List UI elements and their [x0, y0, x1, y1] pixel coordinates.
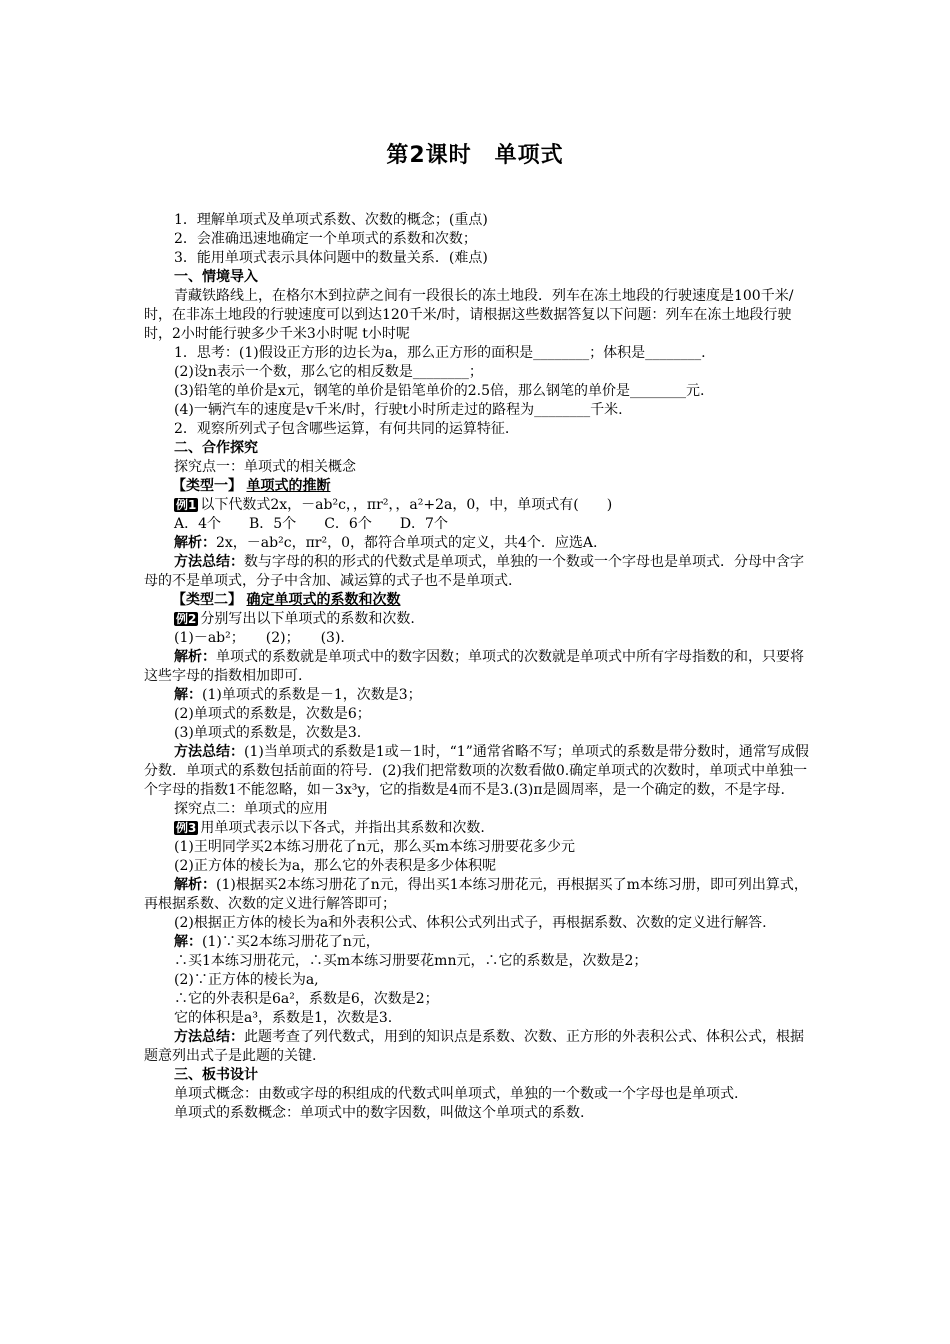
question-1: 1．思考：(1)假设正方形的边长为a，那么正方形的面积是________；体积是________.: [174, 345, 706, 361]
type-1-tag: 【类型一】: [172, 478, 242, 494]
example-1-summary: [144, 553, 809, 591]
example-1-analysis: [144, 534, 809, 553]
solution-line: (1)∵买2本练习册花了n元，: [202, 934, 380, 950]
type-1-title: 单项式的推断: [246, 478, 331, 494]
section-heading-intro: 一、情境导入: [174, 269, 258, 285]
example-1: [144, 496, 809, 515]
example-3-text: 用单项式表示以下各式，并指出其系数和次数.: [200, 820, 485, 836]
analysis-text: (1)根据买2本练习册花了n元，得出买1本练习册花元，再根据买了m本练习册，即可列出算式，再根据系数、次数的定义进行解答即可；: [144, 877, 808, 912]
example-2-label: 例2: [176, 612, 197, 626]
analysis-heading: 解析：: [174, 535, 216, 551]
summary-text: 此题考查了列代数式，用到的知识点是系数、次数、正方形的外表积公式、体积公式，根据题意列出式子是此题的关键.: [144, 1029, 804, 1064]
example-3-solution-3: (2)∵正方体的棱长为a,: [174, 972, 319, 988]
analysis-heading: 解析：: [174, 877, 216, 893]
example-3-label: 例3: [176, 821, 197, 835]
section-heading-explore: 二、合作探究: [174, 440, 258, 456]
question-4: (4)一辆汽车的速度是v千米/时，行驶t小时所走过的路程为________千米.: [174, 402, 623, 418]
summary-heading: 方法总结：: [174, 554, 244, 570]
summary-text: 数与字母的积的形式的代数式是单项式，单独的一个数或一个字母也是单项式．分母中含字母的不是单项式，分子中含加、减运算的式子也不是单项式.: [144, 554, 804, 589]
solution-heading: 解：: [174, 934, 202, 950]
solution-line: (1)单项式的系数是－1，次数是3；: [202, 687, 422, 703]
example-3-analysis-1: [144, 876, 809, 914]
question-5: 2．观察所列式子包含哪些运算，有何共同的运算特征.: [174, 421, 510, 437]
example-3-analysis-2: (2)根据正方体的棱长为a和外表积公式、体积公式列出式子，再根据系数、次数的定义进行解答.: [174, 915, 767, 931]
example-1-text: 以下代数式2x，－ab²c，，πr²，，a²+2a，0，中，单项式有( ): [200, 497, 613, 513]
summary-heading: 方法总结：: [174, 1029, 244, 1045]
example-2-analysis: [144, 648, 809, 686]
example-3-solution-1: [144, 933, 809, 952]
example-2-solution-1: [144, 686, 809, 705]
question-3: (3)铅笔的单价是x元，钢笔的单价是铅笔单价的2.5倍，那么钢笔的单价是________元.: [174, 383, 705, 399]
objective-1: 1．理解单项式及单项式系数、次数的概念；(重点): [174, 212, 488, 228]
analysis-text: 单项式的系数就是单项式中的数字因数；单项式的次数就是单项式中所有字母指数的和，只要将这些字母的指数相加即可.: [144, 649, 804, 684]
document-body: [144, 211, 809, 1123]
summary-heading: 方法总结：: [174, 744, 244, 760]
example-2-solution-3: (3)单项式的系数是，次数是3.: [174, 725, 362, 741]
example-2: [144, 610, 809, 629]
example-2-solution-2: (2)单项式的系数是，次数是6；: [174, 706, 371, 722]
example-2-items: (1)－ab²； (2)； (3).: [174, 630, 345, 646]
type-2-tag: 【类型二】: [172, 592, 242, 608]
example-3-item-1: (1)王明同学买2本练习册花了n元，那么买m本练习册要花多少元: [174, 839, 576, 855]
question-2: (2)设n表示一个数，那么它的相反数是________；: [174, 364, 483, 380]
explore-point-1: 探究点一：单项式的相关概念: [174, 459, 356, 475]
example-3-item-2: (2)正方体的棱长为a，那么它的外表积是多少体积呢: [174, 858, 497, 874]
explore-point-2: 探究点二：单项式的应用: [174, 801, 328, 817]
intro-paragraph: 青藏铁路线上，在格尔木到拉萨之间有一段很长的冻土地段．列车在冻土地段的行驶速度是100千米/时，在非冻土地段的行驶速度可以到达120千米/时，请根据这些数据答复以下问题：列车在冻土地段行驶时，2小时能行驶多少千米3小时呢 t小时呢: [144, 288, 794, 342]
example-2-summary: [144, 743, 809, 800]
example-2-text: 分别写出以下单项式的系数和次数.: [200, 611, 415, 627]
analysis-heading: 解析：: [174, 649, 216, 665]
section-heading-board: 三、板书设计: [174, 1067, 258, 1083]
type-2-heading: [144, 591, 809, 610]
summary-text: (1)当单项式的系数是1或－1时，“1”通常省略不写；单项式的系数是带分数时，通常写成假分数．单项式的系数包括前面的符号．(2)我们把常数项的次数看做0.确定单项式的次数时，单项式中单独一个字母的指数1不能忽略，如－3x³y，它的指数是4而不是3.(3)π是圆周率，是一个确定的数，不是字母.: [144, 744, 809, 798]
type-2-title: 确定单项式的系数和次数: [246, 592, 401, 608]
board-line-1: 单项式概念：由数或字母的积组成的代数式叫单项式，单独的一个数或一个字母也是单项式.: [174, 1086, 739, 1102]
example-3-summary: [144, 1028, 809, 1066]
example-3-solution-2: ∴买1本练习册花元，∴买m本练习册要花mn元，∴它的系数是，次数是2；: [174, 953, 648, 969]
example-3-solution-5: 它的体积是a³，系数是1，次数是3.: [174, 1010, 393, 1026]
example-3-solution-4: ∴它的外表积是6a²，系数是6，次数是2；: [174, 991, 439, 1007]
analysis-text: 2x，－ab²c，πr²，0，都符合单项式的定义，共4个．应选A.: [216, 535, 598, 551]
solution-heading: 解：: [174, 687, 202, 703]
page-title: 第2课时 单项式: [386, 143, 564, 168]
board-line-2: 单项式的系数概念：单项式中的数字因数，叫做这个单项式的系数.: [174, 1105, 585, 1121]
example-1-label: 例1: [176, 498, 197, 512]
example-1-options: A．4个 B．5个 C．6个 D．7个: [174, 516, 448, 532]
type-1-heading: [144, 477, 809, 496]
objective-3: 3．能用单项式表示具体问题中的数量关系．(难点): [174, 250, 488, 266]
objective-2: 2．会准确迅速地确定一个单项式的系数和次数；: [174, 231, 477, 247]
example-3: [144, 819, 809, 838]
